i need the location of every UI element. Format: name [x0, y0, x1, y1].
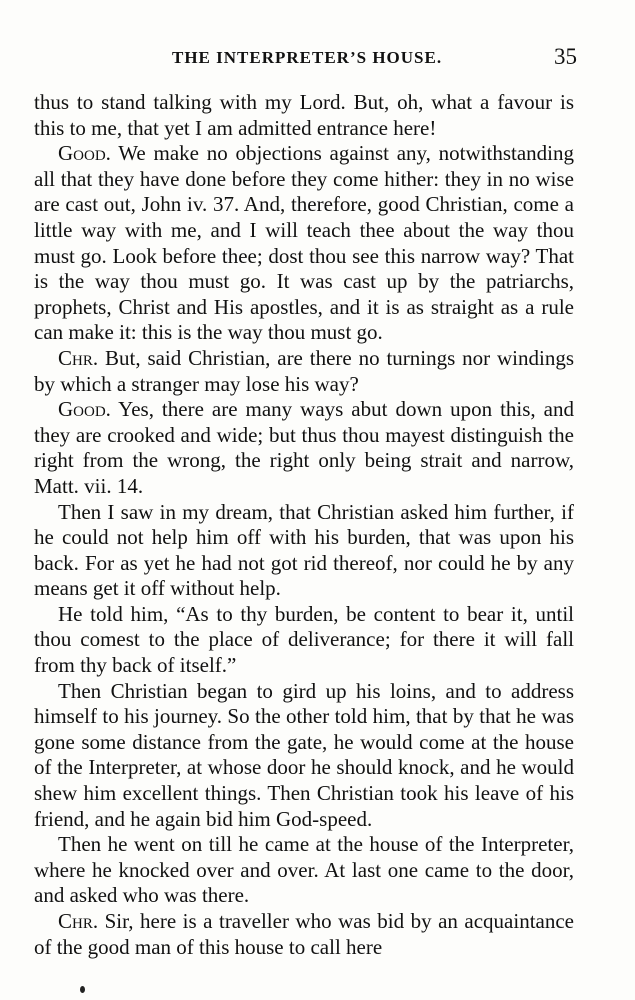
paragraph-1: [34, 90, 574, 141]
body-text: [34, 90, 574, 960]
paragraph-4: [34, 397, 574, 499]
paragraph-text: Then Christian began to gird up his loins, and to address himself to his journey. So the other told him, that by that he was gone some distance from the gate, he would come at the house of the Interpreter, at whose door he should knock, and he would shew him excellent things. Then Christian took his leave of his friend, and he again bid him God-speed.: [34, 678, 574, 831]
running-title: THE INTERPRETER’S HOUSE.: [172, 48, 443, 67]
paragraph-7: [34, 679, 574, 833]
paragraph-9: [34, 909, 574, 960]
paragraph-3: [34, 346, 574, 397]
paragraph-text: Then he went on till he came at the house of the Interpreter, where he knocked over and over. At last one came to the door, and asked who was there.: [34, 832, 574, 908]
paragraph-text: Then I saw in my dream, that Christian asked him further, if he could not help him off with his burden, that was upon his back. For as yet he had not got rid thereof, nor could he by any means get it off without help.: [34, 499, 574, 601]
paragraph-text: Yes, there are many ways abut down upon this, and they are crooked and wide; but thus thou mayest distinguish the right from the wrong, the right only being strait and narrow, Matt. vii. 14.: [34, 397, 574, 498]
page-number: 35: [554, 44, 577, 69]
speaker-label: Good.: [58, 141, 111, 166]
ink-spot: [80, 986, 85, 993]
paragraph-text: He told him, “As to thy burden, be content to bear it, until thou comest to the place of deliverance; for there it will fall from thy back of itself.”: [34, 601, 574, 678]
speaker-label: Chr.: [58, 345, 99, 370]
speaker-label: Chr.: [58, 909, 99, 933]
speaker-label: Good.: [58, 397, 111, 422]
paragraph-text: Sir, here is a traveller who was bid by an acquaintance of the good man of this house to call here: [34, 909, 574, 959]
paragraph-text: We make no objections against any, notwithstanding all that they have done before they come hither: they in no wise are cast out, John iv. 37. And, therefore, good Christian, come a little way with me, and I will teach thee about the way thou must go. Look before thee; dost thou see this narrow way? That is the way thou must go. It was cast up by the patriarchs, prophets, Christ and His apostles, and it is as straight as a rule can make it: this is the way thou must go.: [34, 141, 575, 345]
paragraph-5: [34, 500, 574, 602]
paragraph-text: thus to stand talking with my Lord. But, oh, what a favour is this to me, that yet I am admitted entrance here!: [34, 90, 574, 140]
paragraph-2: [34, 141, 574, 346]
paragraph-6: [34, 602, 574, 679]
running-head: [34, 44, 577, 74]
paragraph-text: But, said Christian, are there no turnings nor windings by which a stranger may lose his way?: [34, 345, 575, 396]
paragraph-8: [34, 832, 574, 909]
